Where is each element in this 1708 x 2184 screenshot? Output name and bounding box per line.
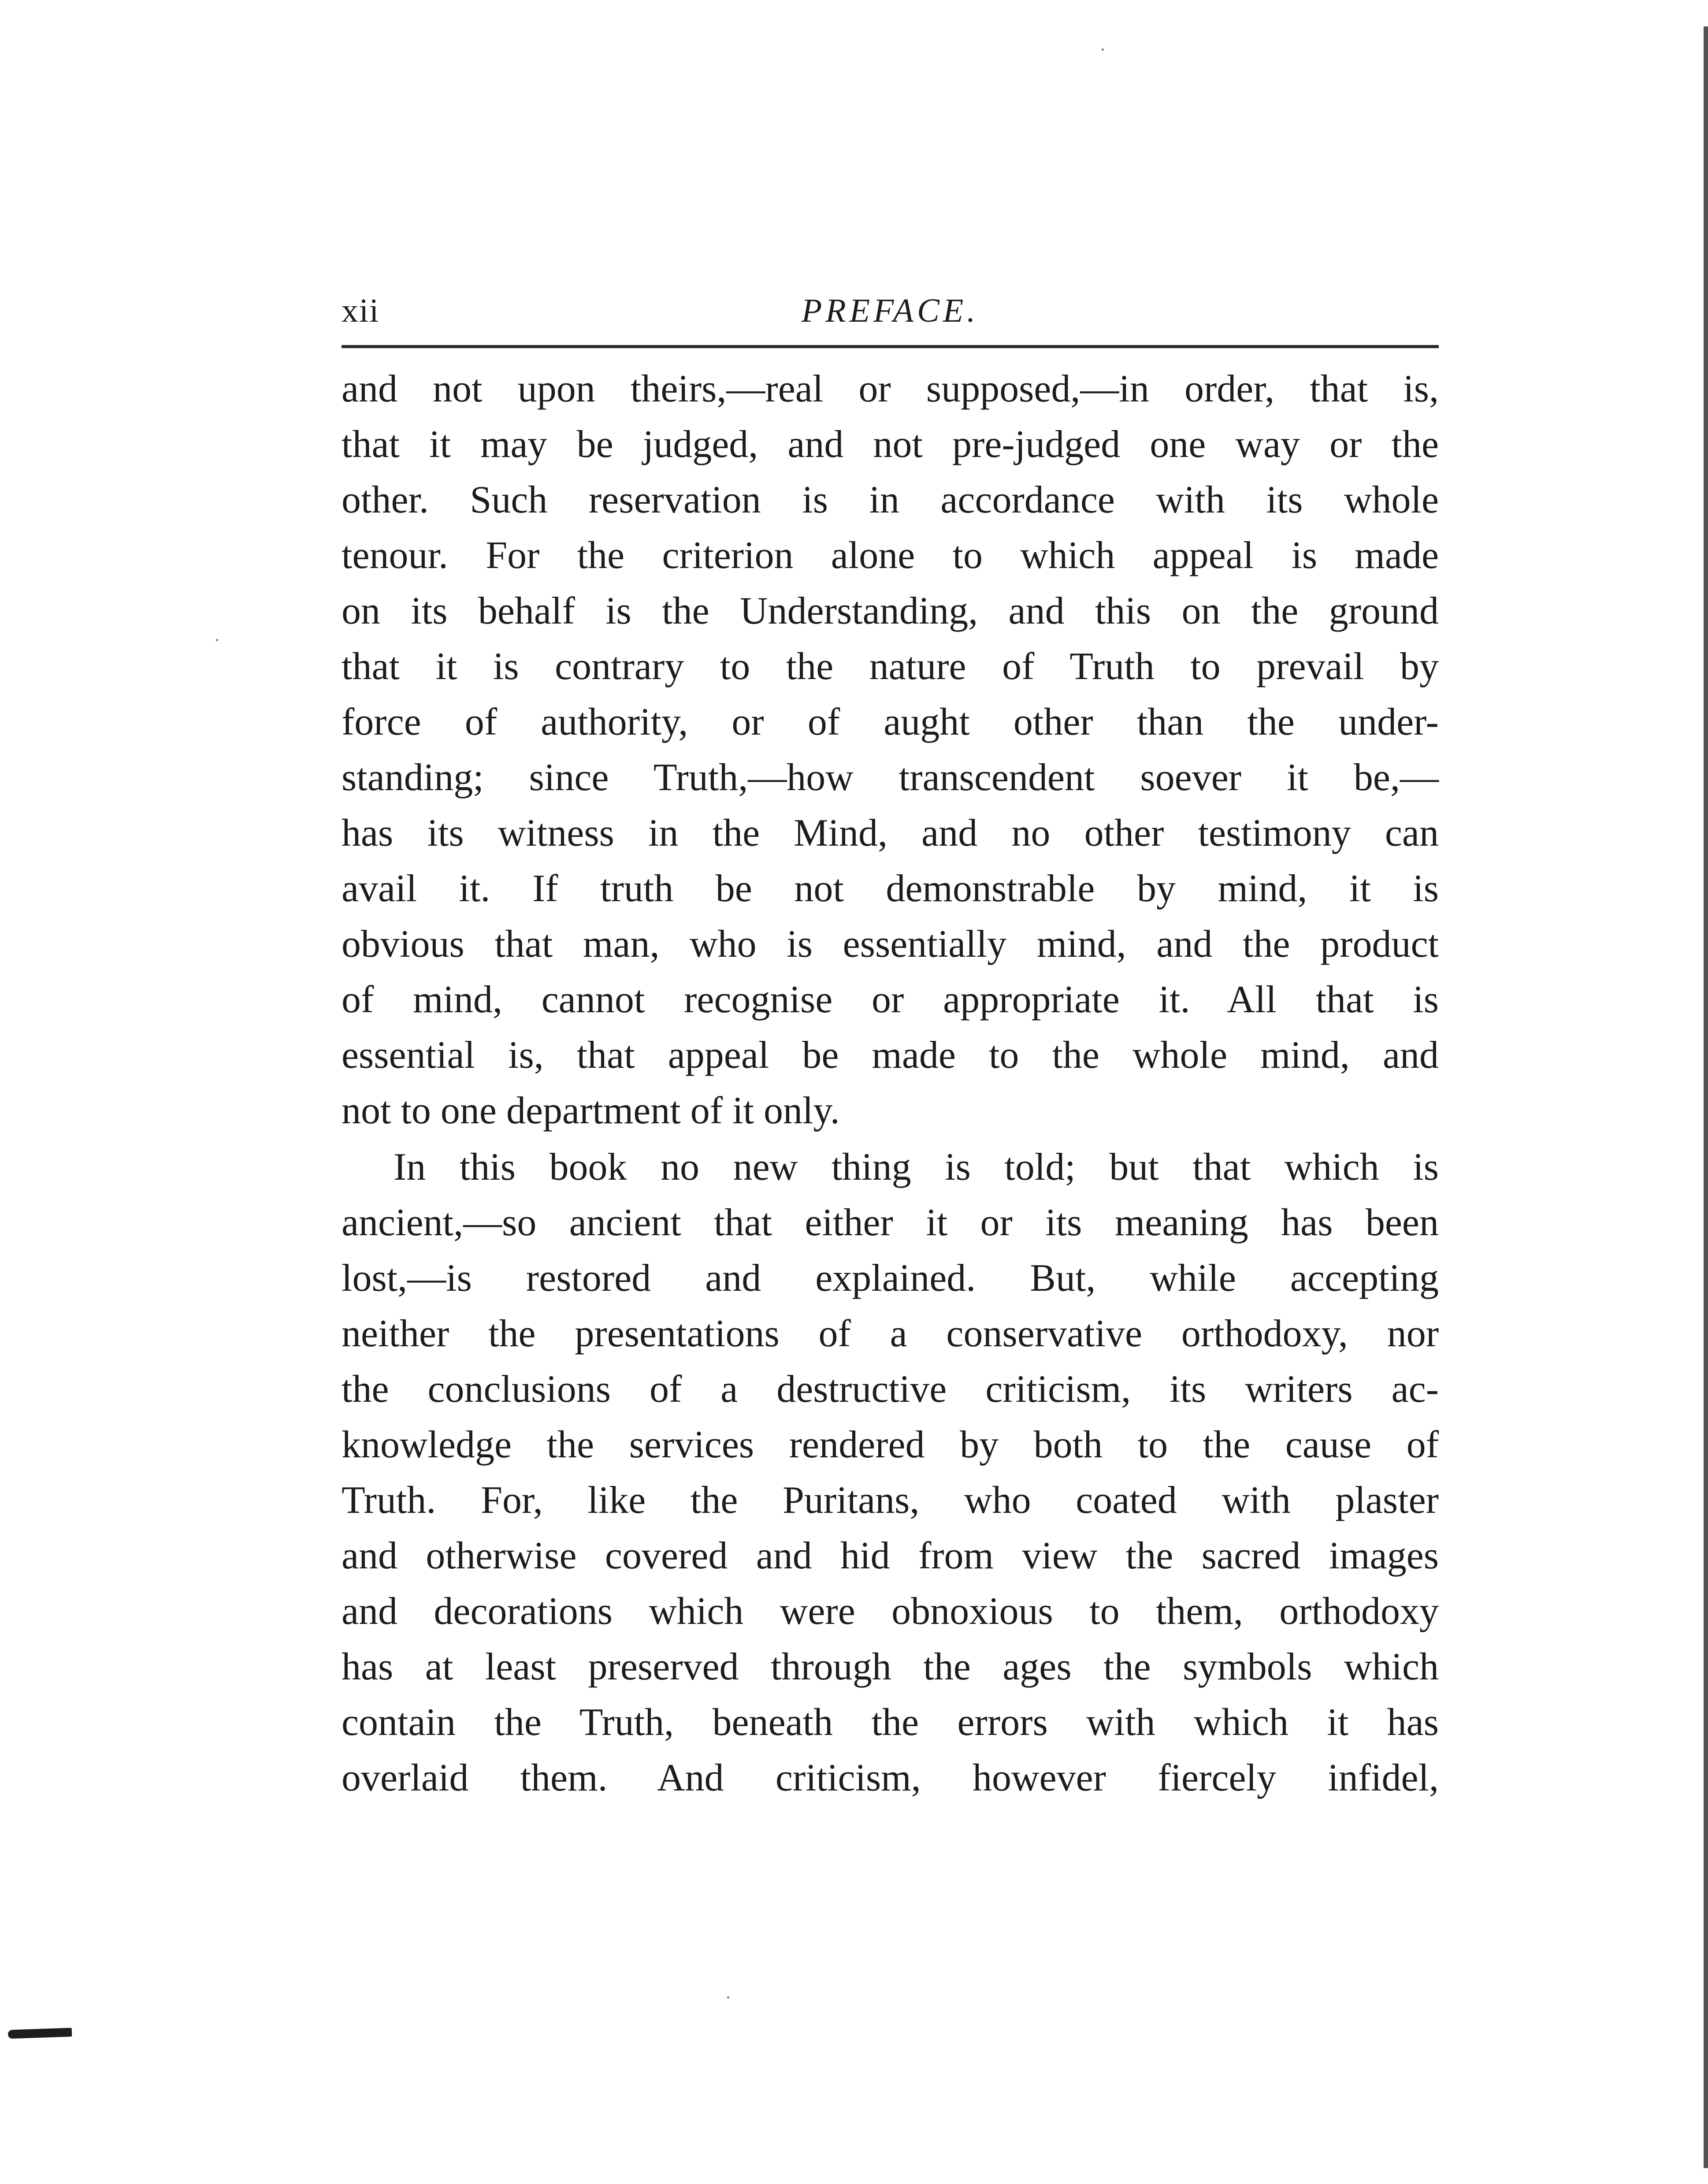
- scan-mark: [8, 2028, 72, 2039]
- text-line: overlaid them. And criticism, however fiercely infidel,: [342, 1757, 1439, 1799]
- scan-edge-shadow: [1691, 26, 1708, 2168]
- paragraph-2: [342, 1140, 1439, 1806]
- dust-speck: [216, 639, 218, 641]
- text-line: on its behalf is the Understanding, and this on the ground: [342, 590, 1439, 632]
- text-line: tenour. For the criterion alone to which appeal is made: [342, 534, 1439, 577]
- text-line: essential is, that appeal be made to the whole mind, and: [342, 1034, 1439, 1077]
- text-line: force of authority, or of aught other than the under-: [342, 701, 1439, 743]
- body-text: [342, 361, 1439, 1806]
- text-line: In this book no new thing is told; but that which is: [394, 1146, 1439, 1189]
- running-title: PREFACE.: [801, 292, 979, 329]
- text-line: of mind, cannot recognise or appropriate it. All that is: [342, 978, 1439, 1021]
- text-line: neither the presentations of a conservative orthodoxy, nor: [342, 1312, 1439, 1355]
- text-line: obvious that man, who is essentially mind, and the product: [342, 923, 1439, 966]
- text-line: that it is contrary to the nature of Truth to prevail by: [342, 645, 1439, 688]
- text-line: knowledge the services rendered by both to the cause of: [342, 1423, 1439, 1466]
- text-line: and decorations which were obnoxious to them, orthodoxy: [342, 1590, 1439, 1633]
- text-line: contain the Truth, beneath the errors with which it has: [342, 1701, 1439, 1744]
- text-line: lost,—is restored and explained. But, while accepting: [342, 1257, 1439, 1300]
- text-line: ancient,—so ancient that either it or its meaning has been: [342, 1201, 1439, 1244]
- text-line: Truth. For, like the Puritans, who coated with plaster: [342, 1479, 1439, 1522]
- text-line: and otherwise covered and hid from view the sacred images: [342, 1534, 1439, 1577]
- running-head: [342, 289, 1439, 342]
- text-line: standing; since Truth,—how transcendent soever it be,—: [342, 756, 1439, 799]
- text-line: the conclusions of a destructive criticism, its writers ac-: [342, 1368, 1439, 1411]
- text-line: other. Such reservation is in accordance with its whole: [342, 479, 1439, 521]
- dust-speck: [727, 1996, 729, 1998]
- text-line: avail it. If truth be not demonstrable by mind, it is: [342, 867, 1439, 910]
- text-line: has its witness in the Mind, and no other testimony can: [342, 812, 1439, 854]
- dust-speck: [1102, 48, 1104, 51]
- header-rule: [342, 345, 1439, 348]
- text-line: has at least preserved through the ages the symbols which: [342, 1645, 1439, 1688]
- text-line: and not upon theirs,—real or supposed,—in order, that is,: [342, 368, 1439, 410]
- text-line: that it may be judged, and not pre-judged one way or the: [342, 423, 1439, 466]
- text-line: not to one department of it only.: [342, 1089, 840, 1132]
- paragraph-1: [342, 361, 1439, 1139]
- page-number: xii: [342, 292, 380, 329]
